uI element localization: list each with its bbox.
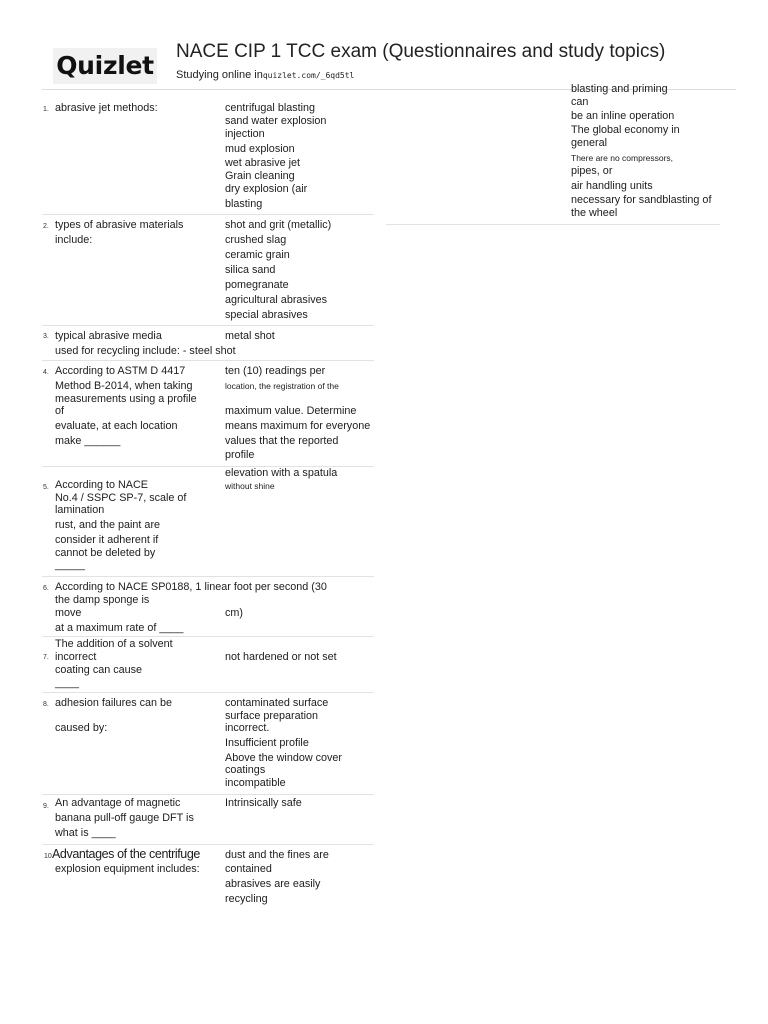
card-number: 7.: [43, 654, 49, 661]
flashcard-9: [42, 794, 374, 845]
card-term-line: Method B-2014, when taking: [55, 380, 193, 392]
card-term-line: make ______: [55, 435, 121, 447]
card-definition-line: silica sand: [225, 264, 276, 276]
card-number: 2.: [43, 223, 49, 230]
card-term-line: banana pull-off gauge DFT is: [55, 812, 194, 824]
flashcard-4: [42, 360, 374, 467]
overflow-line: necessary for sandblasting of: [571, 194, 712, 206]
flashcard-7: [42, 636, 374, 693]
card-definition-line: contained: [225, 863, 272, 875]
card-definition-line: not hardened or not set: [225, 651, 337, 663]
quizlet-logo: Quizlet: [53, 48, 157, 84]
card-definition-line: dry explosion (air: [225, 183, 308, 195]
flashcard-1: [42, 96, 374, 215]
card-definition-line: pomegranate: [225, 279, 289, 291]
page-title: NACE CIP 1 TCC exam (Questionnaires and study topics): [176, 41, 666, 62]
card-definition-line: ceramic grain: [225, 249, 290, 261]
card-definition-line: metal shot: [225, 330, 275, 342]
card-definition-line: incompatible: [225, 777, 286, 789]
flashcard-5: [42, 466, 374, 577]
card-term-line: the damp sponge is: [55, 594, 150, 606]
card-definition-line: Intrinsically safe: [225, 797, 302, 809]
card-term-line: adhesion failures can be: [55, 697, 173, 709]
card-term-line: caused by:: [55, 722, 108, 734]
overflow-definition-panel: [386, 80, 720, 225]
card-number: 8.: [43, 701, 49, 708]
card-term-line: rust, and the paint are: [55, 519, 161, 531]
card-definition-line: without shine: [225, 481, 275, 491]
card-term-line: explosion equipment includes:: [55, 863, 200, 875]
flashcard-2: [42, 214, 374, 326]
card-number: 3.: [43, 333, 49, 340]
card-term-line: types of abrasive materials: [55, 219, 184, 231]
card-term-line: cannot be deleted by: [55, 547, 156, 559]
card-definition-line: maximum value. Determine: [225, 405, 357, 417]
card-definition-line: Grain cleaning: [225, 170, 295, 182]
card-number: 5.: [43, 484, 49, 491]
card-definition-line: profile: [225, 449, 255, 461]
overflow-line: blasting and priming: [571, 83, 668, 95]
card-definition-line: cm): [225, 607, 243, 619]
card-definition-line: recycling: [225, 893, 268, 905]
overflow-line: be an inline operation: [571, 110, 675, 122]
flashcard-3: [42, 325, 374, 361]
card-definition-line: location, the registration of the: [225, 381, 339, 391]
card-term-line: _____: [55, 559, 86, 571]
card-term-line: what is ____: [55, 827, 116, 839]
overflow-line: air handling units: [571, 180, 653, 192]
card-definition-line: shot and grit (metallic): [225, 219, 332, 231]
overflow-line: pipes, or: [571, 165, 613, 177]
card-definition-line: wet abrasive jet: [225, 157, 301, 169]
card-term-line: Advantages of the centrifuge: [52, 847, 200, 861]
card-definition-line: elevation with a spatula: [225, 467, 338, 479]
card-term-line: include:: [55, 234, 93, 246]
card-term-line: lamination: [55, 504, 105, 516]
card-term-line: According to NACE SP0188, 1 linear foot per second (30: [55, 581, 327, 593]
card-term-line: coating can cause: [55, 664, 143, 676]
card-definition-line: abrasives are easily: [225, 878, 321, 890]
flashcard-10: [42, 844, 374, 908]
card-term-line: of: [55, 405, 65, 417]
card-term-line: No.4 / SSPC SP-7, scale of: [55, 492, 187, 504]
card-number: 10.: [44, 853, 54, 860]
card-definition-line: means maximum for everyone: [225, 420, 371, 432]
card-term-line: According to NACE: [55, 479, 149, 491]
subtitle-url[interactable]: quizlet.com/_6qd5tl: [262, 71, 355, 80]
card-definition-line: centrifugal blasting: [225, 102, 316, 114]
card-definition-line: Insufficient profile: [225, 737, 309, 749]
overflow-line: general: [571, 137, 608, 149]
card-term-line: at a maximum rate of ____: [55, 622, 184, 634]
card-definition-line: surface preparation: [225, 710, 319, 722]
card-term-line: An advantage of magnetic: [55, 797, 181, 809]
card-term-line: The addition of a solvent: [55, 638, 173, 650]
card-definition-line: mud explosion: [225, 143, 295, 155]
overflow-line: The global economy in: [571, 124, 680, 136]
subtitle-prefix: Studying online in: [176, 69, 263, 81]
card-term-line: consider it adherent if: [55, 534, 159, 546]
card-definition-line: special abrasives: [225, 309, 308, 321]
overflow-line: the wheel: [571, 207, 618, 219]
card-number: 9.: [43, 803, 49, 810]
card-term-line: abrasive jet methods:: [55, 102, 158, 114]
card-term-line: measurements using a profile: [55, 393, 197, 405]
card-term-line: According to ASTM D 4417: [55, 365, 186, 377]
overflow-line: can: [571, 96, 589, 108]
card-definition-line: injection: [225, 128, 265, 140]
card-definition-line: blasting: [225, 198, 263, 210]
card-term-line: ____: [55, 677, 80, 689]
card-term-line: typical abrasive media: [55, 330, 162, 342]
card-number: 4.: [43, 369, 49, 376]
card-definition-line: values that the reported: [225, 435, 339, 447]
card-number: 1.: [43, 106, 49, 113]
card-term-line: incorrect: [55, 651, 97, 663]
page-subtitle: [176, 69, 354, 81]
card-definition-line: Above the window cover: [225, 752, 343, 764]
card-definition-line: sand water explosion: [225, 115, 327, 127]
card-term-line: used for recycling include: - steel shot: [55, 345, 236, 357]
card-definition-line: dust and the fines are: [225, 849, 329, 861]
card-term-line: evaluate, at each location: [55, 420, 178, 432]
flashcard-8: [42, 692, 374, 795]
overflow-line: There are no compressors,: [571, 153, 674, 163]
card-definition-line: crushed slag: [225, 234, 287, 246]
card-number: 6.: [43, 585, 49, 592]
card-definition-line: ten (10) readings per: [225, 365, 326, 377]
card-term-line: move: [55, 607, 82, 619]
card-definition-line: contaminated surface: [225, 697, 329, 709]
flashcard-6: [42, 576, 374, 637]
card-definition-line: coatings: [225, 764, 266, 776]
card-definition-line: agricultural abrasives: [225, 294, 328, 306]
card-definition-line: incorrect.: [225, 722, 270, 734]
